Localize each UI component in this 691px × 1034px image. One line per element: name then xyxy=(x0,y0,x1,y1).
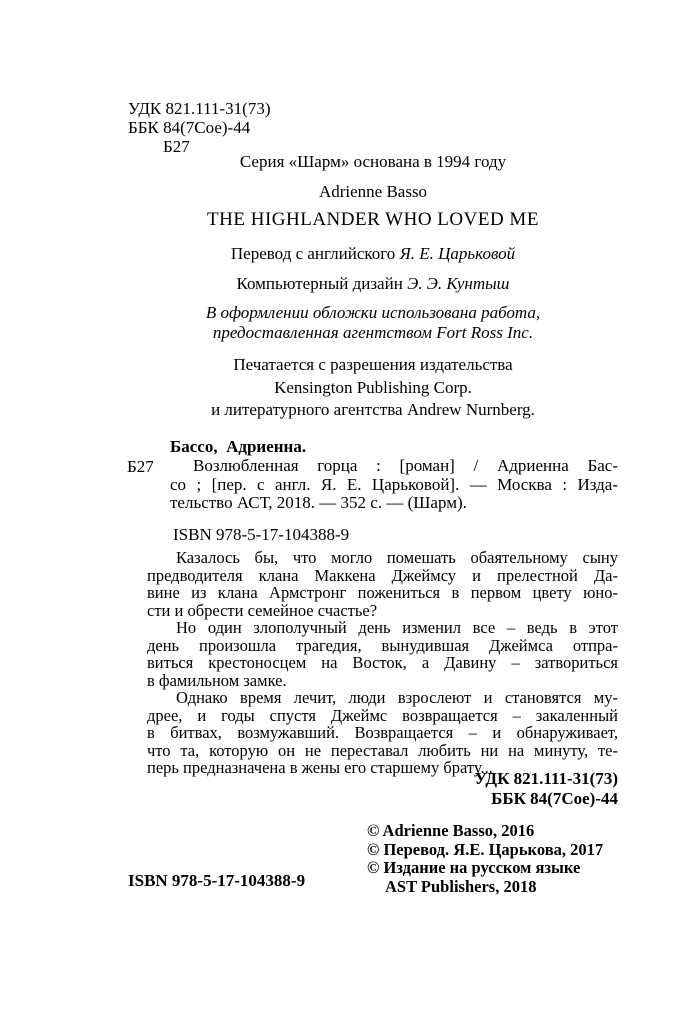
footer-bbk-code: ББК 84(7Сое)-44 xyxy=(491,788,618,808)
translation-credit-label: Перевод с английского xyxy=(230,244,400,263)
text-line: Возлюбленная горца : [роман] / Адриенна Бас- xyxy=(193,456,618,475)
bbk-code: ББК 84(7Сое)-44 xyxy=(128,118,251,137)
cover-art-note xyxy=(128,303,618,342)
text-line: В оформлении обложки использована работа, xyxy=(205,303,541,322)
author-sign-code: Б27 xyxy=(163,137,190,156)
catalog-author-heading: Бассо, Адриенна. xyxy=(170,437,307,456)
text-line: виться крестоносцем на Восток, а Давину – затвориться xyxy=(147,653,618,672)
udk-code: УДК 821.111-31(73) xyxy=(128,99,271,118)
text-line: © Перевод. Я.Е. Царькова, 2017 xyxy=(367,839,604,859)
text-line: предоставленная агентством Fort Ross Inc. xyxy=(212,322,534,342)
text-line: предводителя клана Маккена Джеймсу и прелестной Да- xyxy=(147,565,618,585)
text-line: день произошла трагедия, вынудившая Джеймса отпра- xyxy=(147,635,618,655)
text-line: Казалось бы, что могло помешать обаятельному сыну xyxy=(176,548,618,567)
footer-isbn: ISBN 978-5-17-104388-9 xyxy=(128,871,306,890)
text-line: сти и обрести семейное счастье? xyxy=(147,600,378,620)
text-line: в фамильном замке. xyxy=(147,670,287,690)
text-line: Печатается с разрешения издательства xyxy=(233,355,513,374)
translator-name: Я. Е. Царьковой xyxy=(399,244,516,263)
annotation-block xyxy=(147,549,618,777)
header-codes-block xyxy=(128,99,270,156)
footer-codes-block xyxy=(300,769,618,808)
text-line: AST Publishers, 2018 xyxy=(385,877,537,897)
footer-udk-code: УДК 821.111-31(73) xyxy=(474,769,618,788)
permission-note xyxy=(128,354,618,422)
text-line: со ; [пер. с англ. Я. Е. Царьковой]. — Москва : Изда- xyxy=(170,474,618,494)
designer-name: Э. Э. Кунтыш xyxy=(407,274,510,293)
text-line: тельство АСТ, 2018. — 352 с. — (Шарм). xyxy=(170,493,467,513)
design-credit-label: Компьютерный дизайн xyxy=(236,274,408,293)
text-line: Kensington Publishing Corp. xyxy=(274,377,472,397)
text-line: © Издание на русском языке xyxy=(367,858,581,878)
text-line: Однако время лечит, люди взрослеют и становятся му- xyxy=(176,688,618,707)
text-line: дрее, и годы спустя Джеймс возвращается – закаленный xyxy=(147,705,618,725)
text-line: Но один злополучный день изменил все – ведь в этот xyxy=(176,618,618,637)
text-line: перь предназначена в жены его старшему брату... xyxy=(147,758,493,777)
design-credit xyxy=(128,274,618,294)
text-line: вине из клана Армстронг пожениться в первом цвету юно- xyxy=(147,583,618,602)
text-line: в битвах, возмужавший. Возвращается – и обнаруживает, xyxy=(147,723,618,742)
text-line: что та, которую он не переставал любить ни на минуту, те- xyxy=(147,740,618,760)
original-author: Adrienne Basso xyxy=(318,182,428,201)
catalog-author-sign: Б27 xyxy=(127,457,154,476)
copyright-block xyxy=(367,822,603,897)
catalog-description xyxy=(170,457,618,513)
text-line: © Adrienne Basso, 2016 xyxy=(367,821,535,840)
catalog-isbn: ISBN 978-5-17-104388-9 xyxy=(173,525,350,544)
translation-credit xyxy=(128,244,618,264)
series-note: Серия «Шарм» основана в 1994 году xyxy=(239,152,507,171)
annotation-paragraph xyxy=(147,549,618,619)
original-title: THE HIGHLANDER WHO LOVED ME xyxy=(207,209,539,230)
annotation-paragraph xyxy=(147,619,618,689)
text-line: и литературного агентства Andrew Nurnberg. xyxy=(211,400,535,419)
annotation-paragraph xyxy=(147,689,618,777)
